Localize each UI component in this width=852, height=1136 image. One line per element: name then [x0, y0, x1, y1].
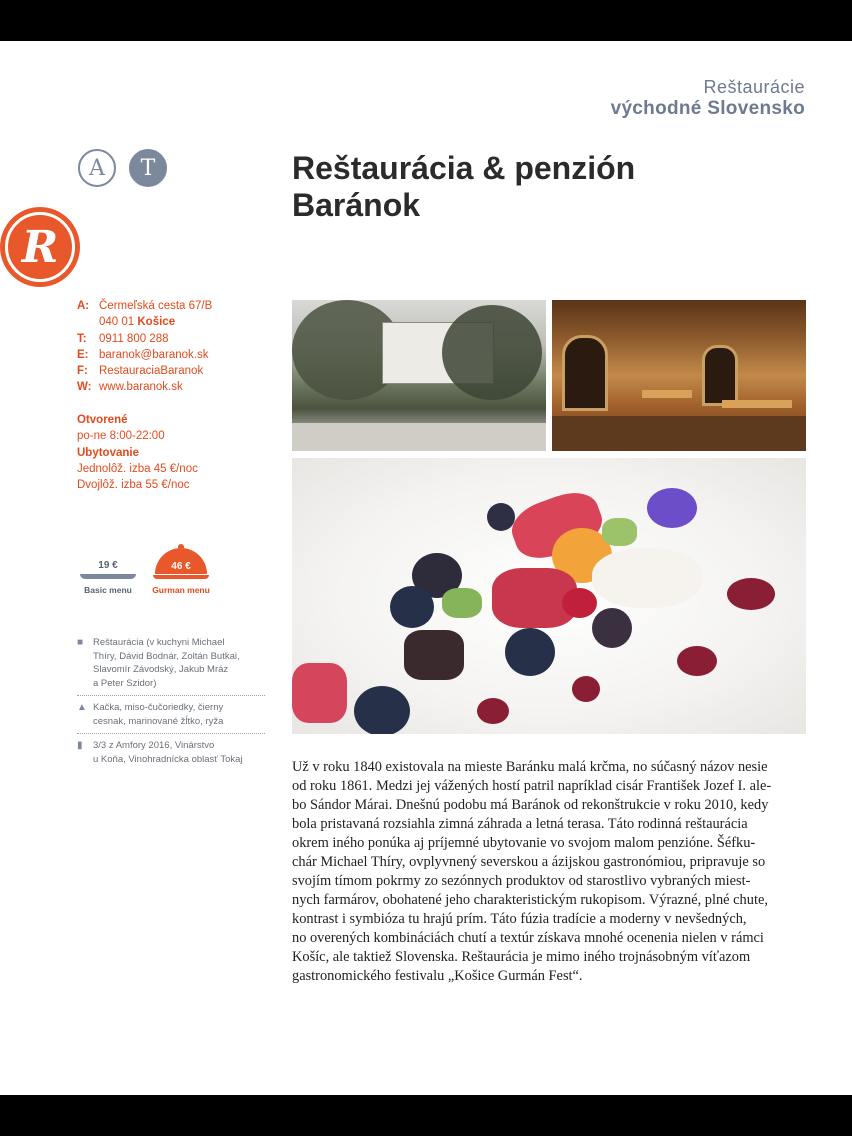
accommodation-label: Ubytovanie — [77, 446, 139, 459]
phone-row — [77, 331, 212, 347]
address-postcode: 040 01 — [99, 316, 138, 329]
page-title — [292, 150, 792, 224]
basic-menu-price: 19 € — [98, 560, 118, 571]
chef-info: ■ Reštaurácia (v kuchyni Michael Thíry, Dávid Bodnár, Zoltán Butkai, Slavomír Závodský, Jakub Mráz a Peter Szidor) — [77, 637, 240, 689]
web-key: W: — [77, 381, 92, 394]
open-label: Otvorené — [77, 414, 128, 426]
plate-icon — [80, 574, 136, 579]
bottom-black-bar — [0, 1095, 852, 1136]
email-row — [77, 347, 212, 363]
wine-bottle-icon: ▮ — [77, 740, 83, 751]
gurman-menu — [146, 548, 216, 595]
category-header — [611, 77, 805, 120]
phone-key: T: — [77, 332, 87, 345]
gurman-menu-label: Gurman menu — [152, 585, 210, 595]
address-city: Košice — [137, 316, 176, 329]
info-block — [77, 636, 265, 771]
double-room-price: Dvojlôž. izba 55 €/noc — [77, 479, 190, 492]
title-line1: Reštaurácia & penzión — [292, 150, 636, 186]
top-black-bar — [0, 0, 852, 41]
phone-link[interactable]: 0911 800 288 — [99, 332, 169, 345]
plate-icon — [153, 575, 209, 579]
badge-t-icon: T — [129, 149, 167, 187]
restaurant-logo — [0, 207, 80, 287]
web-row — [77, 379, 212, 395]
article-body: Už v roku 1840 existovala na mieste Baránku malá krčma, no súčasný názov nesie od roku 1861. Medzi jej vážených hostí patril napríklad cisár František Jozef I. ale- bo Sándor Márai. Dnešnú podobu má Baránok od rekonštrukcie v roku 2010, kedy bola pristavaná rozsiahla zimná záhrada a letná terasa. Táto rodinná reštaurácia okrem iného ponúka aj príjemné ubytovanie vo svojom malom penzióne. Šéfku- chár Michael Thíry, ovplyvnený severskou a ázijskou gastronómiou, pripravuje so svojím tímom pokrmy zo sezónnych produktov od starostlivo vybraných miest- nych farmárov, obohatené jeho charakteristickým rukopisom. Výrazné, plné chute, kontrast i symbióza tu hrajú prím. Táto fúzia tradície a moderny v nevšedných, no overených kombináciách chutí a textúr získava mnohé ocenenia nielen v rámci Košíc, ale taktiež Slovenska. Reštaurácia je mimo iného trojnásobným víťazom gastronomického festivalu „Košice Gurmán Fest“. — [292, 759, 772, 984]
dish-info: ▲ Kačka, miso-čučoriedky, čierny cesnak, marinované žĺtko, ryža — [77, 702, 224, 727]
open-value: po-ne 8:00-22:00 — [77, 430, 165, 443]
food-photo — [292, 458, 806, 734]
web-link[interactable]: www.baranok.sk — [99, 381, 183, 394]
hours-block — [77, 412, 198, 493]
single-room-price: Jednolôž. izba 45 €/noc — [77, 462, 198, 475]
contact-block — [77, 298, 212, 396]
wine-info: ▮ 3/3 z Amfory 2016, Vinárstvo u Koňa, Vinohradnícka oblasť Tokaj — [77, 740, 243, 765]
dotted-divider — [77, 695, 265, 696]
category-line1: Reštaurácie — [703, 77, 805, 97]
basic-menu-label: Basic menu — [84, 585, 132, 595]
cloche-icon — [155, 548, 207, 574]
address-row-2 — [77, 314, 212, 330]
title-line2: Baránok — [292, 187, 421, 223]
facebook-row — [77, 363, 212, 379]
badge-a-icon: A — [78, 149, 116, 187]
exterior-photo — [292, 300, 546, 451]
logo-letter: R — [5, 212, 75, 282]
gurman-menu-price: 46 € — [171, 561, 191, 572]
email-key: E: — [77, 348, 89, 361]
cloche-small-icon: ▲ — [77, 702, 87, 713]
email-link[interactable]: baranok@baranok.sk — [99, 348, 209, 361]
facebook-link[interactable]: RestauraciaBaranok — [99, 365, 204, 378]
basic-menu — [73, 548, 143, 595]
address-key: A: — [77, 300, 90, 312]
interior-photo — [552, 300, 806, 451]
address-line1: Čermeľská cesta 67/B — [99, 300, 213, 312]
chef-hat-icon: ■ — [77, 637, 84, 648]
dotted-divider — [77, 733, 265, 734]
address-row — [77, 298, 212, 314]
facebook-key: F: — [77, 365, 88, 378]
category-line2: východné Slovensko — [610, 98, 805, 119]
